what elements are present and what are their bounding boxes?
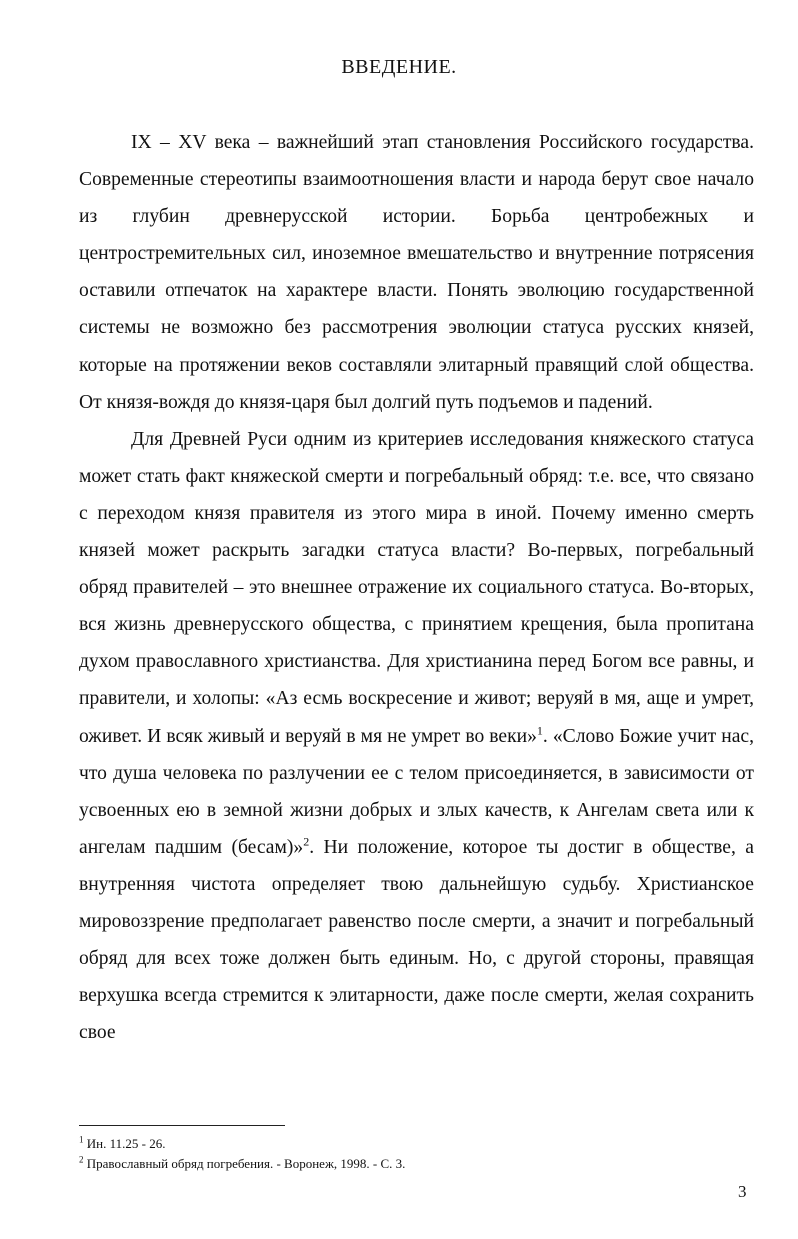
footnote-divider bbox=[79, 1125, 285, 1126]
paragraph-2-part-a: Для Древней Руси одним из критериев исследования княжеского статуса может стать факт княжеской смерти и погребальный обряд: т.е. все, что связано с переходом князя правителя из этого мира в иной. Почему именно смерть князей может раскрыть загадки статуса власти? Во-первых, погребальный обряд правителей – это внешнее отражение их социального статуса. Во-вторых, вся жизнь древнерусского общества, с принятием крещения, была пропитана духом православного христианства. Для христианина перед Богом все равны, и правители, и холопы: «Аз есмь воскресение и живот; веруяй в мя, аще и умрет, оживет. И всяк живый и веруяй в мя не умрет во веки» bbox=[79, 428, 754, 747]
footnote-mark: 2 bbox=[79, 1154, 84, 1165]
paragraph-2-part-c: . Ни положение, которое ты достиг в обществе, а внутренняя чистота определяет твою дальнейшую судьбу. Христианское мировоззрение предполагает равенство после смерти, а значит и погребальный обряд для всех тоже должен быть единым. Но, с другой стороны, правящая верхушка всегда стремится к элитарности, даже после смерти, желая сохранить свое bbox=[79, 836, 754, 1044]
footnote-text: Православный обряд погребения. - Воронеж, 1998. - С. 3. bbox=[86, 1156, 406, 1171]
footnotes bbox=[79, 1134, 754, 1174]
body-text bbox=[79, 124, 754, 1051]
footnote-item bbox=[79, 1154, 754, 1174]
page-title: ВВЕДЕНИЕ. bbox=[341, 56, 457, 78]
paragraph-1: IX – XV века – важнейший этап становления Российского государства. Современные стереотипы взаимоотношения власти и народа берут свое начало из глубин древнерусской истории. Борьба центробежных и центростремительных сил, иноземное вмешательство и внутренние потрясения оставили отпечаток на характере власти. Понять эволюцию государственной системы не возможно без рассмотрения эволюции статуса русских князей, которые на протяжении веков составляли элитарный правящий слой общества. От князя-вождя до князя-царя был долгий путь подъемов и падений. bbox=[79, 132, 754, 413]
paragraph-2-part-b: . «Слово Божие учит нас, что душа человека по разлучении ее с телом присоединяется, в зависимости от усвоенных ею в земной жизни добрых и злых качеств, к Ангелам света или к ангелам падшим (бесам)» bbox=[79, 725, 755, 858]
footnote-item bbox=[79, 1134, 754, 1154]
paragraph-2 bbox=[79, 421, 754, 1052]
footnote-ref-1: 1 bbox=[536, 722, 543, 737]
page-number: 3 bbox=[738, 1182, 747, 1201]
footnote-text: Ин. 11.25 - 26. bbox=[86, 1136, 166, 1151]
footnote-mark: 1 bbox=[79, 1134, 84, 1145]
footnote-ref-2: 2 bbox=[303, 834, 310, 849]
